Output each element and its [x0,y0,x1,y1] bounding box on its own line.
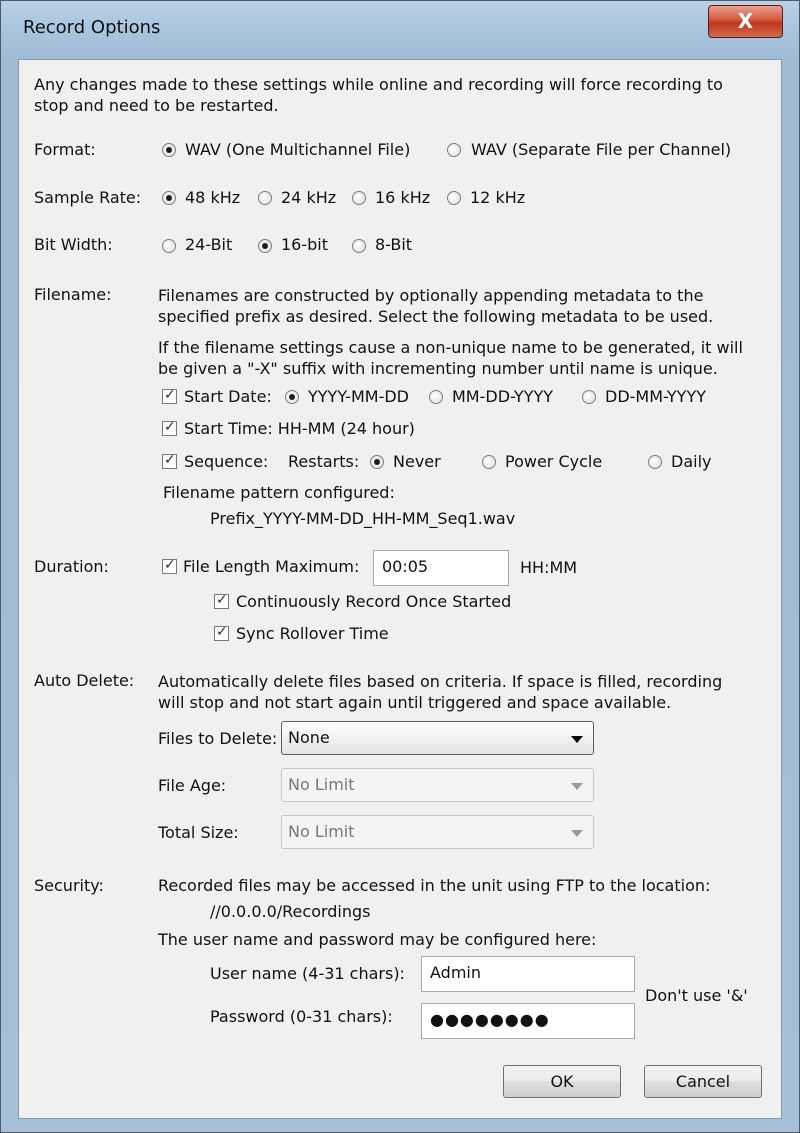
total-size-label: Total Size: [158,823,239,842]
auto-delete-description: Automatically delete files based on criteria. If space is filled, recording will stop and not start again until triggered and space available. [158,672,723,712]
security-label: Security: [34,876,104,895]
duration-label: Duration: [34,557,109,576]
sample-rate-option-24[interactable]: 24 kHz [281,188,337,207]
title-bar[interactable] [1,1,800,59]
continuous-record-label[interactable]: Continuously Record Once Started [236,592,512,611]
ftp-location: //0.0.0.0/Recordings [210,902,371,921]
credentials-note: The user name and password may be configured here: [158,930,597,949]
start-time-checkbox[interactable] [162,421,177,436]
sample-rate-radio-16[interactable] [352,191,366,205]
auto-delete-label: Auto Delete: [34,671,135,690]
sequence-label[interactable]: Sequence: [184,452,269,471]
window-title: Record Options [23,17,161,38]
restarts-radio-power-cycle[interactable] [482,455,496,469]
file-length-checkbox[interactable] [162,559,177,574]
cancel-button[interactable]: Cancel [644,1065,762,1098]
close-button[interactable] [708,5,783,38]
date-format-radio-ymd[interactable] [285,390,299,404]
bit-width-label: Bit Width: [34,235,113,254]
chevron-down-icon [571,783,583,790]
bit-width-radio-8[interactable] [352,239,366,253]
continuous-record-checkbox[interactable] [214,594,229,609]
restarts-power-cycle[interactable]: Power Cycle [505,452,603,471]
filename-label: Filename: [34,285,112,304]
sample-rate-option-48[interactable]: 48 kHz [185,188,241,207]
bit-width-radio-24[interactable] [162,239,176,253]
ampersand-note: Don't use '&' [645,986,748,1005]
files-to-delete-value: None [288,728,330,747]
start-date-checkbox[interactable] [162,389,177,404]
start-time-label[interactable]: Start Time: HH-MM (24 hour) [184,419,415,438]
sample-rate-radio-12[interactable] [447,191,461,205]
password-input[interactable]: ●●●●●●●● [421,1003,635,1039]
restarts-label: Restarts: [288,452,360,471]
intro-text: Any changes made to these settings while online and recording will force recording to stop and need to be restarted. [34,75,723,115]
sequence-checkbox[interactable] [162,454,177,469]
bit-width-option-16[interactable]: 16-bit [281,235,329,254]
username-input[interactable]: Admin [421,956,635,992]
sync-rollover-label[interactable]: Sync Rollover Time [236,624,389,643]
ok-button[interactable]: OK [503,1065,621,1098]
files-to-delete-label: Files to Delete: [158,729,278,748]
restarts-radio-never[interactable] [370,455,384,469]
restarts-never[interactable]: Never [393,452,441,471]
sample-rate-option-16[interactable]: 16 kHz [375,188,431,207]
username-label: User name (4-31 chars): [210,964,405,983]
bit-width-option-24[interactable]: 24-Bit [185,235,233,254]
close-icon: X [737,9,754,33]
format-label: Format: [34,140,96,159]
security-description: Recorded files may be accessed in the unit using FTP to the location: [158,876,711,895]
date-format-radio-dmy[interactable] [582,390,596,404]
date-format-radio-mdy[interactable] [429,390,443,404]
format-option-separate[interactable]: WAV (Separate File per Channel) [471,140,732,159]
file-length-unit: HH:MM [520,558,578,577]
file-age-label: File Age: [158,776,227,795]
sample-rate-option-12[interactable]: 12 kHz [470,188,526,207]
total-size-value: No Limit [288,822,355,841]
file-length-label[interactable]: File Length Maximum: [183,557,360,576]
file-age-select[interactable] [281,768,594,802]
sample-rate-radio-24[interactable] [258,191,272,205]
file-length-input[interactable]: 00:05 [373,550,509,586]
chevron-down-icon [571,830,583,837]
password-label: Password (0-31 chars): [210,1007,393,1026]
sample-rate-radio-48[interactable] [162,191,176,205]
files-to-delete-select[interactable] [281,721,594,755]
filename-pattern-label: Filename pattern configured: [163,483,395,502]
bit-width-radio-16[interactable] [258,239,272,253]
restarts-radio-daily[interactable] [648,455,662,469]
filename-unique-note: If the filename settings cause a non-unique name to be generated, it will be given a "-X" suffix with incrementing number until name is unique. [158,338,743,378]
date-format-dmy[interactable]: DD-MM-YYYY [605,387,706,406]
filename-pattern-value: Prefix_YYYY-MM-DD_HH-MM_Seq1.wav [210,509,516,528]
date-format-ymd[interactable]: YYYY-MM-DD [308,387,409,406]
sync-rollover-checkbox[interactable] [214,626,229,641]
format-option-multichannel[interactable]: WAV (One Multichannel File) [185,140,411,159]
format-radio-multichannel[interactable] [162,143,176,157]
format-radio-separate[interactable] [447,143,461,157]
filename-description: Filenames are constructed by optionally appending metadata to the specified prefix as desired. Select the following metadata to be used. [158,286,714,326]
sample-rate-label: Sample Rate: [34,188,142,207]
dialog-client-area [18,59,782,1119]
bit-width-option-8[interactable]: 8-Bit [375,235,413,254]
start-date-label[interactable]: Start Date: [184,387,272,406]
date-format-mdy[interactable]: MM-DD-YYYY [452,387,553,406]
total-size-select[interactable] [281,815,594,849]
restarts-daily[interactable]: Daily [671,452,712,471]
chevron-down-icon [571,736,583,743]
file-age-value: No Limit [288,775,355,794]
